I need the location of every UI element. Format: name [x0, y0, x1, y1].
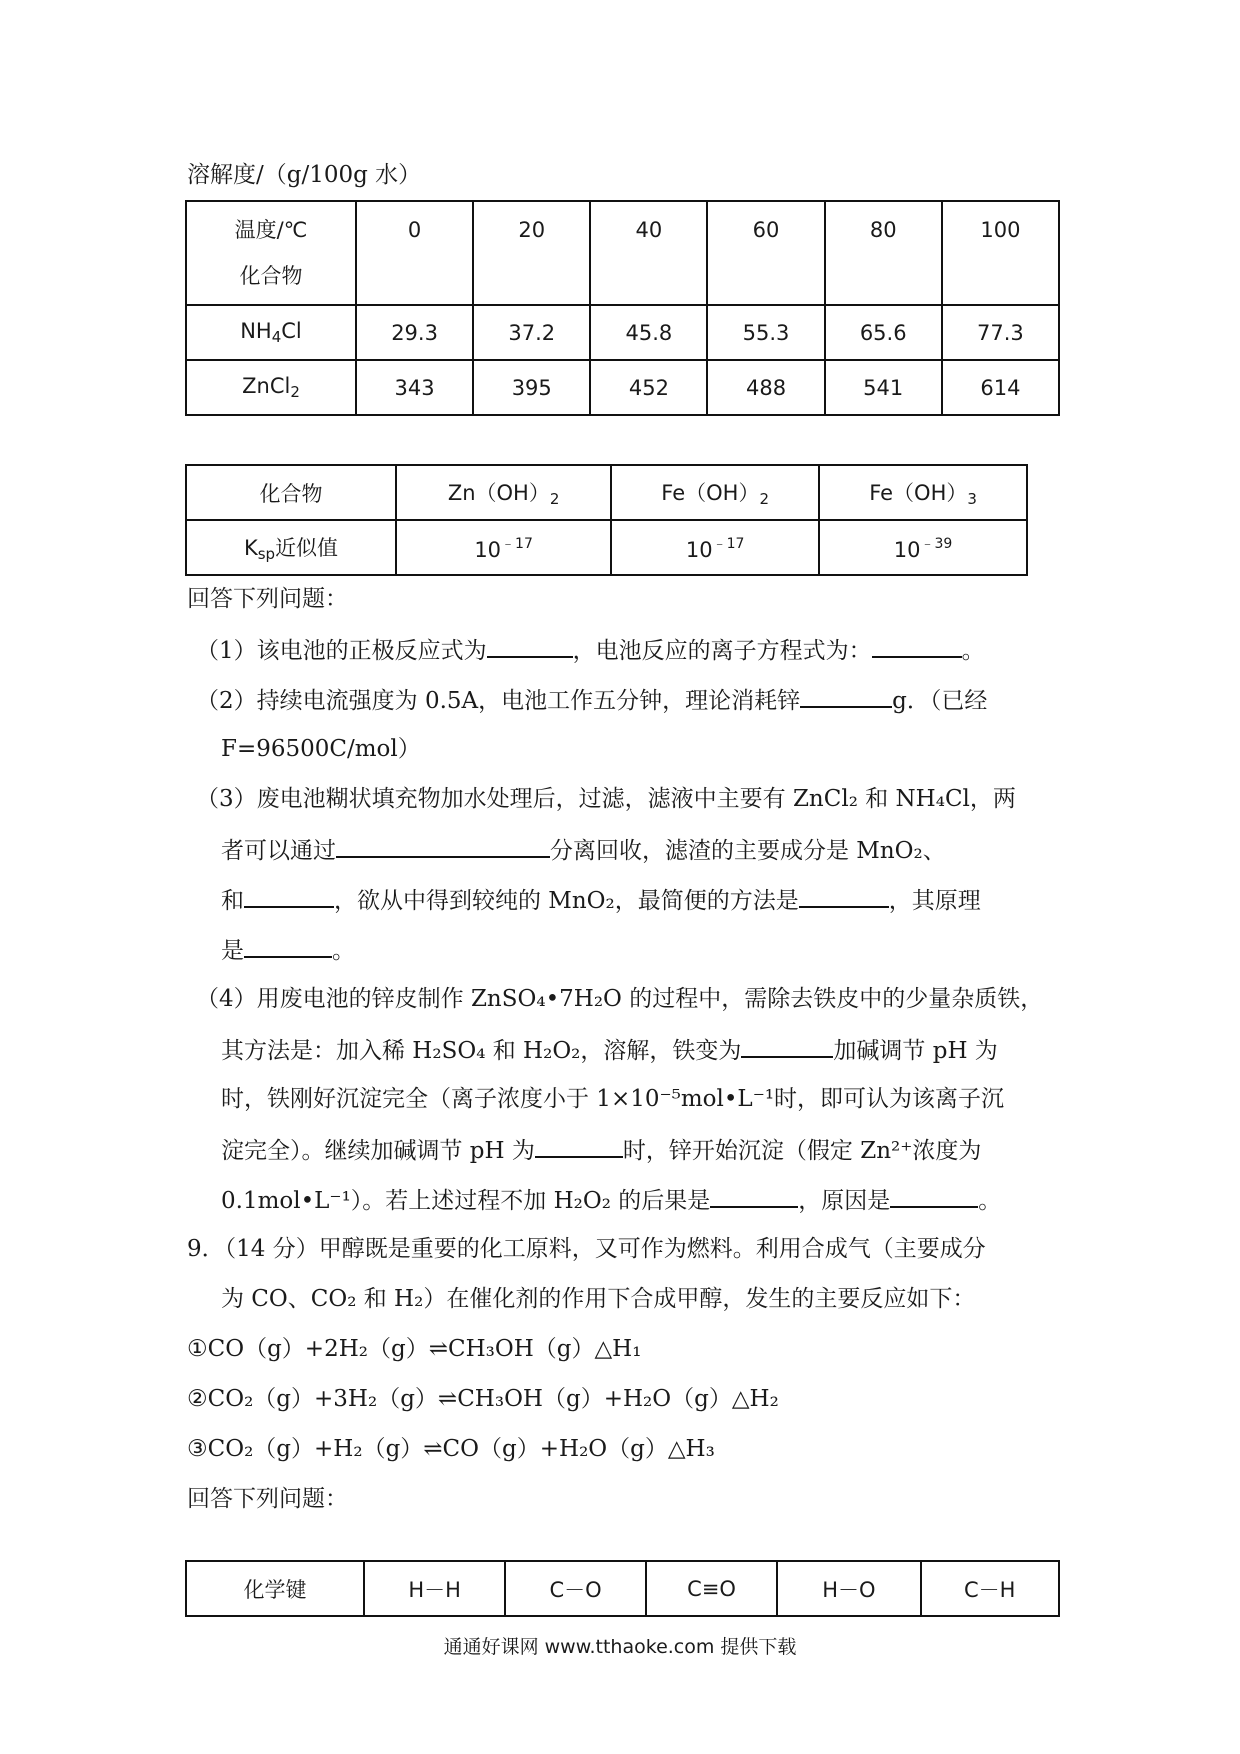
answer-blank[interactable]	[535, 1134, 623, 1158]
question-1: （1）该电池的正极反应式为 ，电池反应的离子方程式为： 。	[196, 634, 985, 666]
value-cell: 29.3	[356, 305, 473, 360]
value-cell: 452	[590, 360, 707, 415]
answer-intro-2: 回答下列问题：	[187, 1486, 348, 1512]
question-4: （4）用废电池的锌皮制作 ZnSO₄•7H₂O 的过程中，需除去铁皮中的少量杂质铁，	[196, 986, 1044, 1012]
temp-cell: 60	[707, 201, 824, 305]
compound-name: ZnCl$_2$	[186, 360, 356, 415]
value-cell: 395	[473, 360, 590, 415]
solubility-table	[185, 200, 1060, 416]
answer-blank[interactable]	[244, 884, 334, 908]
answer-blank[interactable]	[890, 1184, 978, 1208]
value-cell: 343	[356, 360, 473, 415]
bond-cell: H－H	[364, 1561, 505, 1616]
value-cell: 488	[707, 360, 824, 415]
answer-blank[interactable]	[244, 934, 332, 958]
value-cell: 541	[825, 360, 942, 415]
question-9: 9．（14 分）甲醇既是重要的化工原料，又可作为燃料。利用合成气（主要成分	[187, 1236, 986, 1262]
compound-name: $NH_4Cl$	[186, 305, 356, 360]
question-4-line3: 时，铁刚好沉淀完全（离子浓度小于 1×10⁻⁵mol•L⁻¹时，即可认为该离子沉	[221, 1086, 1005, 1112]
ksp-compound: $Fe(OH)_2$	[611, 465, 819, 520]
temp-cell: 20	[473, 201, 590, 305]
temp-cell: 40	[590, 201, 707, 305]
ksp-header: 化合物	[186, 465, 396, 520]
ksp-value: $10^{﹣17}$	[611, 520, 819, 575]
question-4-line2: 其方法是：加入稀 H₂SO₄ 和 H₂O₂，溶解，铁变为 加碱调节 pH 为	[221, 1034, 998, 1066]
question-9-line2: 为 CO、CO₂ 和 H₂）在催化剂的作用下合成甲醇，发生的主要反应如下：	[221, 1286, 976, 1312]
question-3-line3: 和 ，欲从中得到较纯的 MnO₂，最简便的方法是 ，其原理	[221, 884, 981, 916]
reaction-2: ②CO₂（g）+3H₂（g）⇌CH₃OH（g）+H₂O（g）△H₂	[187, 1386, 779, 1412]
answer-blank[interactable]	[799, 884, 889, 908]
table-row	[186, 360, 1059, 415]
bond-cell: H－O	[777, 1561, 920, 1616]
value-cell: 37.2	[473, 305, 590, 360]
header-temp-label: 温度/℃	[234, 218, 308, 242]
ksp-compound: $Fe(OH)_3$	[819, 465, 1027, 520]
ksp-value: $10^{﹣39}$	[819, 520, 1027, 575]
question-2: （2）持续电流强度为 0.5A，电池工作五分钟，理论消耗锌 g．（已经	[196, 684, 987, 716]
bond-cell: C－H	[921, 1561, 1059, 1616]
ksp-table	[185, 464, 1028, 576]
bond-table	[185, 1560, 1060, 1617]
answer-blank[interactable]	[487, 634, 573, 658]
question-3: （3）废电池糊状填充物加水处理后，过滤，滤液中主要有 ZnCl₂ 和 NH₄Cl，两	[196, 786, 1016, 812]
value-cell: 614	[942, 360, 1059, 415]
ksp-compound: $Zn(OH)_2$	[396, 465, 611, 520]
question-2-cont: F=96500C/mol）	[221, 736, 421, 762]
question-4-line4: 淀完全）。继续加碱调节 pH 为 时，锌开始沉淀（假定 Zn²⁺浓度为	[221, 1134, 981, 1166]
ksp-value: $10^{﹣17}$	[396, 520, 611, 575]
header-cell	[186, 201, 356, 305]
temp-cell: 0	[356, 201, 473, 305]
bond-cell: C≡O	[646, 1561, 778, 1616]
ksp-row-label: $K_{sp}$近似值	[186, 520, 396, 575]
answer-blank[interactable]	[800, 684, 892, 708]
question-4-line5: 0.1mol•L⁻¹）。若上述过程不加 H₂O₂ 的后果是 ，原因是 。	[221, 1184, 1001, 1216]
page-footer: 通通好课网 www.tthaoke.com 提供下载	[443, 1636, 797, 1658]
answer-intro: 回答下列问题：	[187, 586, 348, 612]
question-3-line4: 是 。	[221, 934, 355, 966]
value-cell: 55.3	[707, 305, 824, 360]
solubility-caption: 溶解度/（g/100g 水）	[187, 162, 422, 188]
answer-blank[interactable]	[710, 1184, 798, 1208]
value-cell: 45.8	[590, 305, 707, 360]
answer-blank[interactable]	[741, 1034, 833, 1058]
answer-blank[interactable]	[336, 834, 550, 858]
header-compound-label: 化合物	[239, 264, 303, 288]
question-3-line2: 者可以通过 分离回收，滤渣的主要成分是 MnO₂、	[221, 834, 946, 866]
value-cell: 65.6	[825, 305, 942, 360]
temp-cell: 80	[825, 201, 942, 305]
reaction-1: ①CO（g）+2H₂（g）⇌CH₃OH（g）△H₁	[187, 1336, 642, 1362]
table-row	[186, 305, 1059, 360]
temp-cell: 100	[942, 201, 1059, 305]
value-cell: 77.3	[942, 305, 1059, 360]
bond-header: 化学键	[186, 1561, 364, 1616]
bond-cell: C－O	[505, 1561, 645, 1616]
reaction-3: ③CO₂（g）+H₂（g）⇌CO（g）+H₂O（g）△H₃	[187, 1436, 715, 1462]
answer-blank[interactable]	[872, 634, 962, 658]
